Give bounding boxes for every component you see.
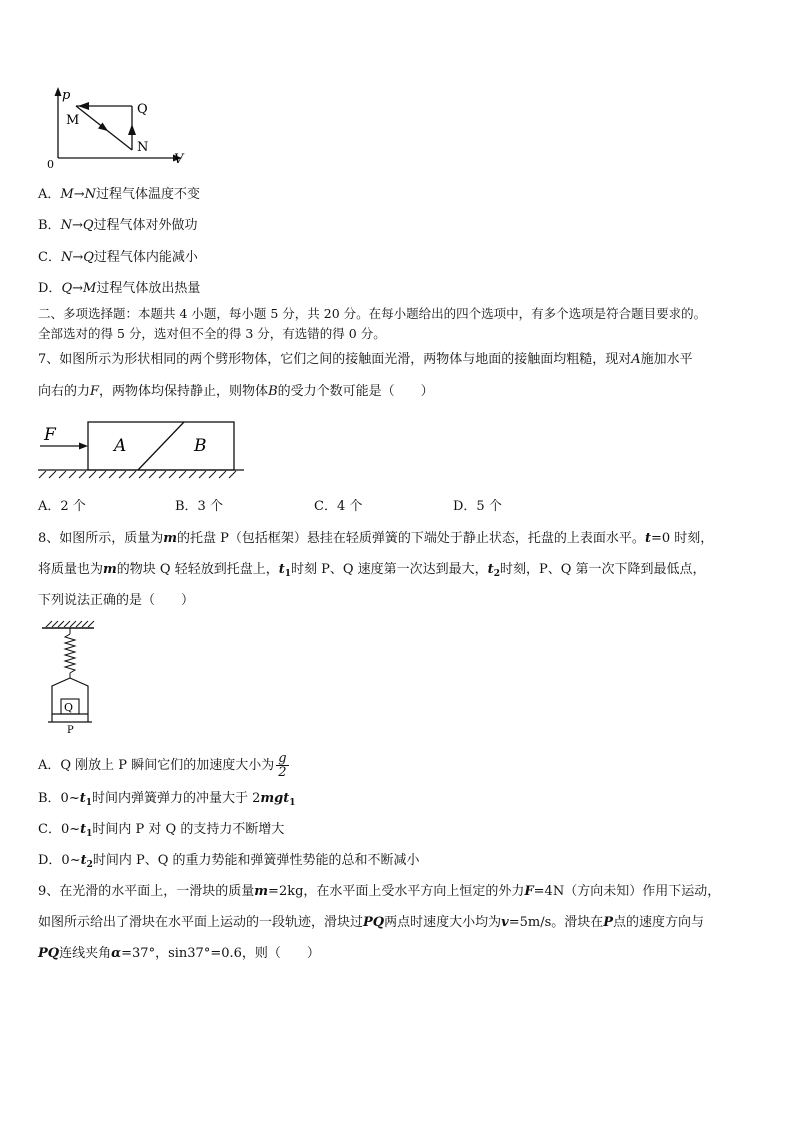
q6-option-d: D．Q→M过程气体放出热量	[38, 281, 201, 296]
q7-stem-line2: 向右的力F，两物体均保持静止，则物体B的受力个数可能是（ ）	[38, 384, 434, 399]
q7-stem-line1: 7、如图所示为形状相同的两个劈形物体，它们之间的接触面光滑，两物体与地面的接触面均粗糙，现对A施加水平	[38, 352, 693, 367]
point-q-label: Q	[137, 102, 148, 117]
point-m-label: M	[66, 113, 80, 128]
q7-option-a: A．2 个	[38, 499, 86, 514]
q8-option-b: B．$0\sim t_1$时间内弹簧弹力的冲量大于 2mgt$_1$	[38, 791, 296, 808]
section2-line2: 全部选对的得 5 分，选对但不全的得 3 分，有选错的得 0 分。	[38, 326, 386, 341]
q6-option-b: B．N→Q过程气体对外做功	[38, 218, 198, 233]
q9-stem-line2: 如图所示给出了滑块在水平面上运动的一段轨迹，滑块过PQ两点时速度大小均为v=5m/s。滑块在P点的速度方向与	[38, 915, 705, 930]
q7-fig-force-label: F	[44, 425, 56, 445]
axis-v-label: V	[174, 152, 184, 167]
q8-stem-line1: 8、如图所示，质量为m的托盘 P（包括框架）悬挂在轻质弹簧的下端处于静止状态，托盘的上表面水平。t=0 时刻，	[38, 531, 714, 546]
q8-fig-p-label: P	[67, 725, 74, 736]
q8-stem-line3: 下列说法正确的是（ ）	[38, 593, 195, 608]
q8-option-a: A．Q 刚放上 P 瞬间它们的加速度大小为 $\frac{g}{2}$	[38, 751, 287, 780]
q8-option-d: D．$0\sim t_2$时间内 P、Q 的重力势能和弹簧弹性势能的总和不断减小	[38, 853, 420, 870]
q8-option-c: C．$0\sim t_1$时间内 P 对 Q 的支持力不断增大	[38, 822, 285, 839]
q7-fig-a-label: A	[114, 436, 127, 456]
q8-option-a-fraction: $\frac{g}{2}$	[278, 751, 287, 780]
q6-option-a: A．M→N过程气体温度不变	[38, 187, 200, 202]
q9-stem-line3: PQ连线夹角α=37°，sin37°=0.6，则（ ）	[38, 946, 320, 961]
q9-stem-line1: 9、在光滑的水平面上，一滑块的质量m=2kg，在水平面上受水平方向上恒定的外力F=4N（方向未知）作用下运动，	[38, 884, 721, 899]
origin-label: 0	[47, 158, 54, 171]
q7-option-d: D．5 个	[453, 499, 502, 514]
q7-wedge-figure	[36, 418, 246, 482]
section2-line1: 二、多项选择题：本题共 4 小题，每小题 5 分，共 20 分。在每小题给出的四个选项中，有多个选项是符合题目要求的。	[38, 306, 707, 321]
q8-fig-q-label: Q	[64, 701, 74, 714]
point-n-label: N	[137, 140, 149, 155]
q8-spring-figure	[38, 620, 100, 736]
q6-option-c: C．N→Q过程气体内能减小	[38, 250, 198, 265]
q7-option-b: B．3 个	[175, 499, 223, 514]
axis-p-label: p	[62, 88, 71, 103]
q7-option-c: C．4 个	[314, 499, 363, 514]
q8-stem-line2: 将质量也为m的物块 Q 轻轻放到托盘上，$t_1$时刻 P、Q 速度第一次达到最大，$t_2$时刻，P、Q 第一次下降到最低点，	[38, 562, 706, 579]
q7-fig-b-label: B	[194, 436, 207, 456]
pv-diagram	[40, 84, 200, 174]
